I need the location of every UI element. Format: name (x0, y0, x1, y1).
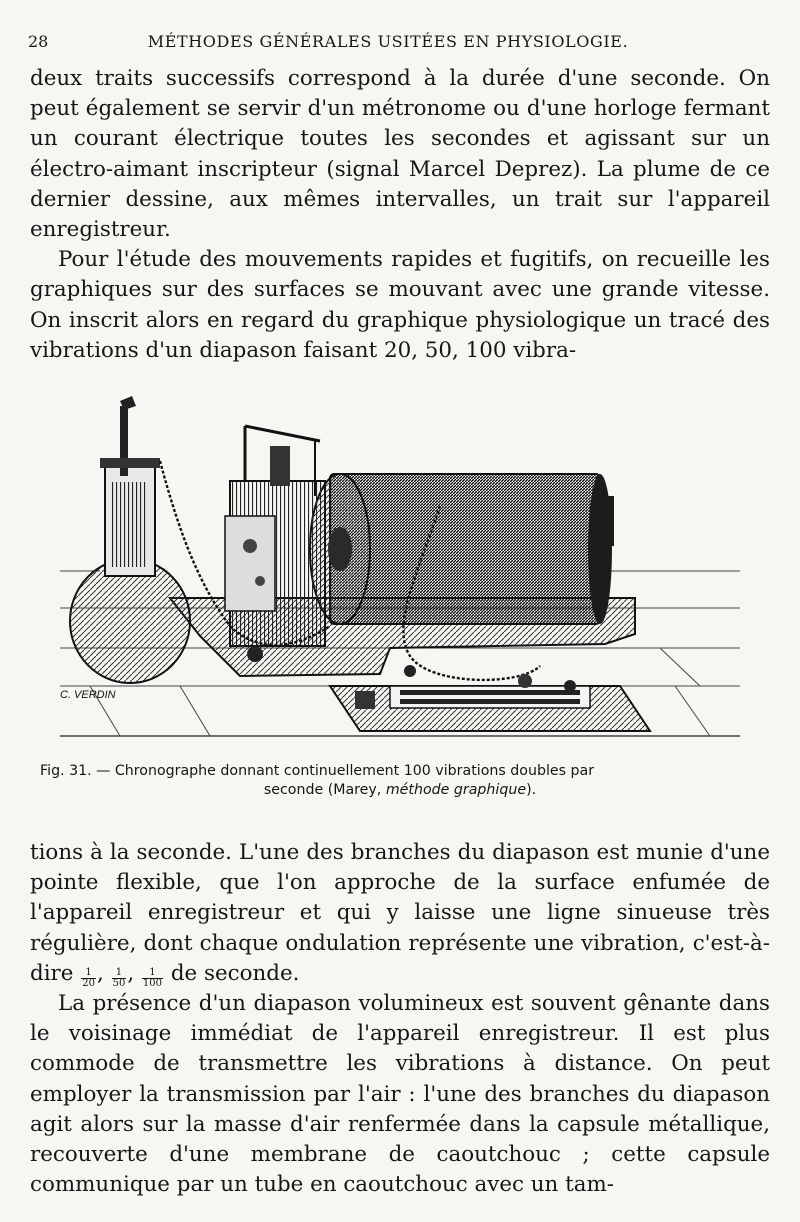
paragraph-text: de seconde. (170, 960, 300, 986)
fraction-numerator: 1 (81, 968, 96, 979)
drum-cylinder (310, 474, 614, 624)
engraver-signature: C. VERDIN (60, 689, 116, 701)
caption-line-2-prefix: seconde (Marey, (263, 782, 386, 798)
fraction (142, 968, 163, 989)
page-number: 28 (28, 32, 49, 51)
chronograph-engraving (60, 386, 740, 758)
top-text-block (30, 64, 770, 366)
paragraph: tions à la seconde. L'une des branches du diapason est munie d'une pointe flexible, que l'on approche de la surface enfumée de l'appareil enregistreur et qui y laisse une ligne sinueuse très régulière, dont chaque ondulation représente une vibration, c'est-à-dire $\frac{1}{20}$ , $\frac{1}{50}$ , $\frac{1}{100}$ de seconde. (30, 840, 770, 989)
clockwork-box (225, 426, 325, 646)
paragraph: deux traits successifs correspond à la durée d'une seconde. On peut également se servir d'un métronome ou d'une horloge fermant un courant électrique toutes les secondes et agissant sur un électro-aimant inscripteur (signal Marcel Deprez). La plume de ce dernier dessine, aux mêmes intervalles, un trait sur l'appareil enregistreur. (30, 66, 770, 243)
running-title: MÉTHODES GÉNÉRALES USITÉES EN PHYSIOLOGIE. (147, 32, 629, 51)
bottom-text-block (30, 838, 770, 1200)
fraction (81, 968, 96, 989)
fraction-numerator: 1 (142, 968, 163, 979)
figure-chronograph (60, 386, 740, 758)
caption-line-2-suffix: ). (526, 782, 537, 798)
knob (404, 665, 416, 677)
page-header (28, 32, 778, 56)
fraction-denominator: 100 (142, 977, 163, 989)
fraction-denominator: 50 (112, 977, 126, 989)
fraction (112, 968, 127, 989)
caption-line-1: Fig. 31. — Chronographe donnant continuellement 100 vibrations doubles par (40, 763, 595, 779)
caption-line-2 (264, 782, 536, 798)
figure-caption (40, 762, 760, 800)
knob (247, 646, 263, 662)
tuning-fork-box (330, 674, 650, 731)
knob (564, 680, 576, 692)
fraction-denominator: 20 (82, 977, 95, 989)
fraction-numerator: 1 (112, 968, 127, 979)
paragraph: La présence d'un diapason volumineux est souvent gênante dans le voisinage immédiat de l'appareil enregistreur. Il est plus commode de transmettre les vibrations à distance. On peut employer la transmission par l'air : l'une des branches du diapason agit alors sur la masse d'air renfermée dans la capsule métallique, recouverte d'une membrane de caoutchouc ; cette capsule communique par un tube en caoutchouc avec un tam- (30, 991, 770, 1198)
paragraph-text: tions à la seconde. L'une des branches du diapason est munie d'une pointe flexible, que l'on approche de la surface enfumée de l'appareil enregistreur et qui y laisse une ligne sinueuse très régulière, dont chaque ondulation représente une vibration, c'est-à-dire (30, 840, 770, 986)
caption-italic-title: méthode graphique (385, 782, 527, 798)
flask (70, 396, 190, 683)
paragraph: Pour l'étude des mouvements rapides et fugitifs, on recueille les graphiques sur des surfaces se mouvant avec une grande vitesse. On inscrit alors en regard du graphique physiologique un tracé des vibrations d'un diapason faisant 20, 50, 100 vibra- (30, 247, 770, 363)
